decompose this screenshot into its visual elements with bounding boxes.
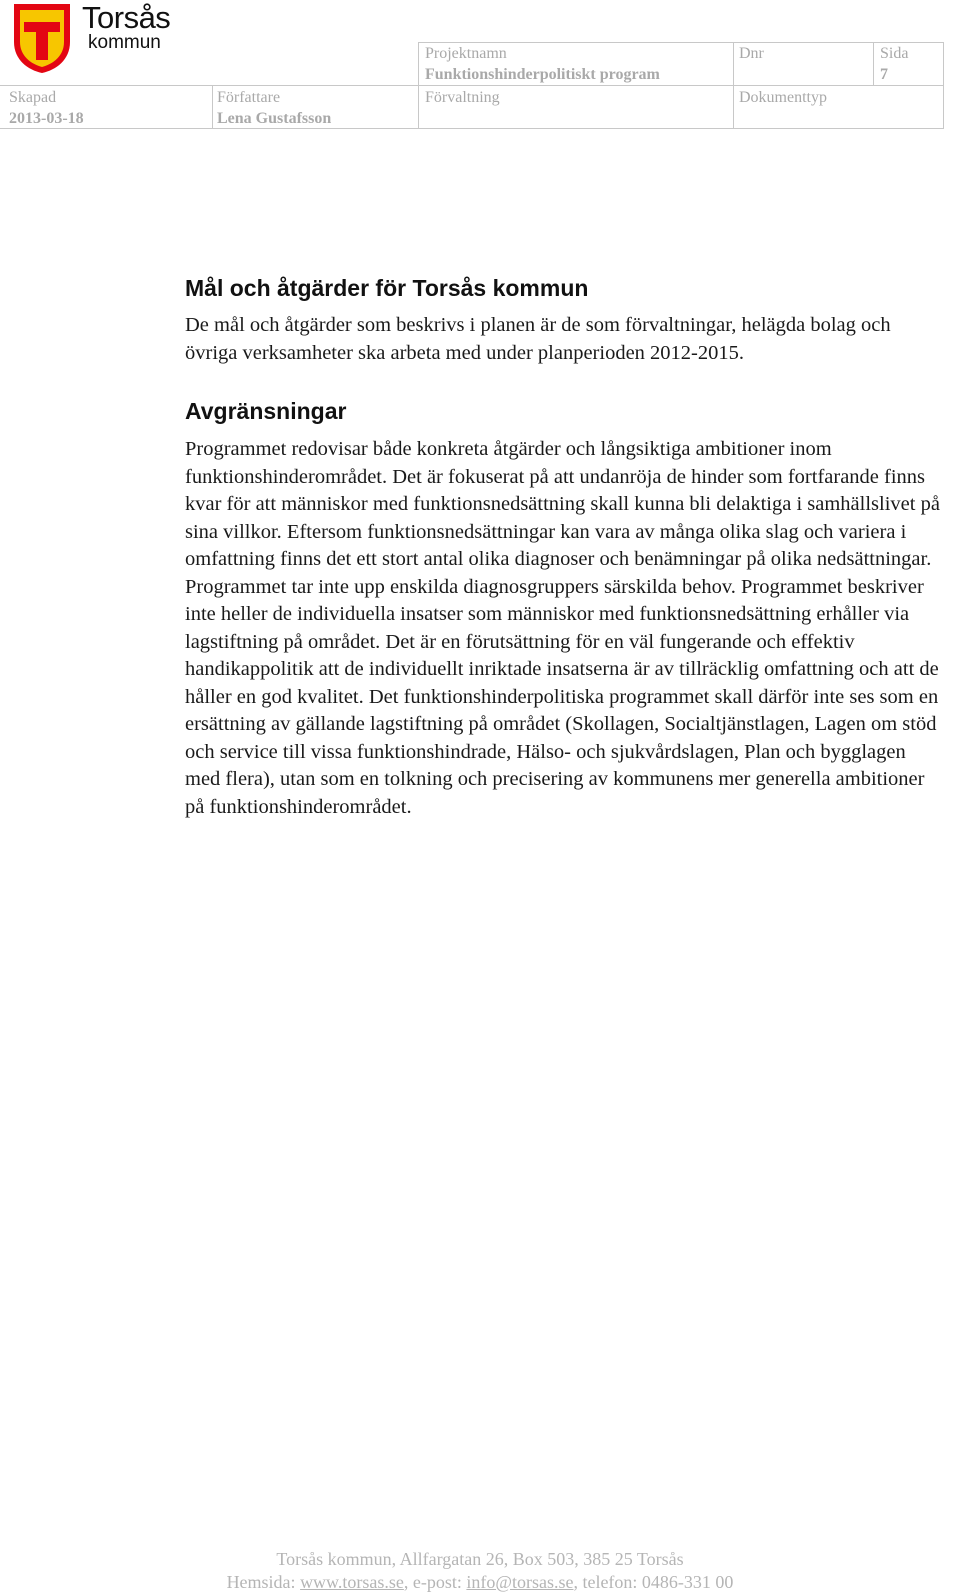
header-forfattare	[217, 87, 331, 129]
dnr-label: Dnr	[739, 45, 764, 62]
header-sida	[880, 43, 908, 85]
dokumenttyp-label: Dokumenttyp	[739, 89, 827, 106]
heading-avgransningar: Avgränsningar	[185, 398, 347, 424]
heading-mal-och-atgarder: Mål och åtgärder för Torsås kommun	[185, 275, 589, 301]
torsas-logo	[12, 2, 182, 74]
projektnamn-value: Funktionshinderpolitiskt program	[425, 66, 660, 83]
header-projektnamn	[425, 43, 660, 85]
forfattare-label: Författare	[217, 89, 281, 106]
forfattare-value: Lena Gustafsson	[217, 110, 332, 127]
skapad-label: Skapad	[9, 89, 57, 106]
footer-website-link[interactable]: www.torsas.se	[300, 1572, 404, 1592]
header-line-bottom	[0, 128, 944, 129]
header-forvaltning	[425, 87, 500, 108]
footer-address: Torsås kommun, Allfargatan 26, Box 503, 385 25 Torsås	[276, 1549, 684, 1569]
footer-epost-label: , e-post:	[403, 1572, 467, 1592]
footer-contact	[0, 1571, 960, 1594]
logo-name: Torsås	[82, 0, 171, 35]
footer-email-link[interactable]: info@torsas.se	[466, 1572, 574, 1592]
coat-of-arms-icon	[12, 2, 72, 74]
header-divider-2	[733, 42, 734, 128]
footer-telefon: , telefon: 0486-331 00	[573, 1572, 734, 1592]
header-dokumenttyp	[739, 87, 827, 108]
skapad-value: 2013-03-18	[9, 110, 84, 127]
forvaltning-label: Förvaltning	[425, 89, 500, 106]
paragraph-intro: De mål och åtgärder som beskrivs i planen är de som förvaltningar, helägda bolag och övriga verksamheter ska arbeta med under planperioden 2012-2015.	[185, 314, 891, 364]
header-divider-4	[943, 42, 944, 128]
header-line-mid	[0, 85, 944, 86]
header-divider-1	[418, 42, 419, 128]
sida-value: 7	[880, 66, 888, 83]
header-divider-5	[212, 85, 213, 128]
header-skapad	[9, 87, 84, 129]
footer-hemsida-label: Hemsida:	[226, 1572, 301, 1592]
projektnamn-label: Projektnamn	[425, 45, 507, 62]
header-divider-3	[873, 42, 874, 85]
header-dnr	[739, 43, 764, 64]
paragraph-avgransningar: Programmet redovisar både konkreta åtgärder och långsiktiga ambitioner inom funktionshinderområdet. Det är fokuserat på att undanröja de hinder som fortfarande finns kvar för att människor med funktionsnedsättning skall kunna bli delaktiga i samhällslivet på sina villkor. Eftersom funktionsnedsättningar kan vara av många olika slag och variera i omfattning finns det ett stort antal olika diagnoser och benämningar på olika nedsättningar. Programmet tar inte upp enskilda diagnosgruppers särskilda behov. Programmet beskriver inte heller de individuella insatser som människor med funktionsnedsättning erhåller via lagstiftning på området. Det är en förutsättning för en väl fungerande och effektiv handikappolitik att de individuellt inriktade insatserna är av tillräcklig omfattning och att de håller en god kvalitet. Det funktionshinderpolitiska programmet skall därför inte ses som en ersättning av gällande lagstiftning på området (Skollagen, Socialtjänstlagen, Lagen om stöd och service till vissa funktionshindrade, Hälso- och sjukvårdslagen, Plan och bygglagen med flera), utan som en tolkning och precisering av kommunens mer generella ambitioner på funktionshinderområdet.	[185, 438, 940, 818]
logo-subtitle: kommun	[88, 32, 161, 53]
sida-label: Sida	[880, 45, 909, 62]
